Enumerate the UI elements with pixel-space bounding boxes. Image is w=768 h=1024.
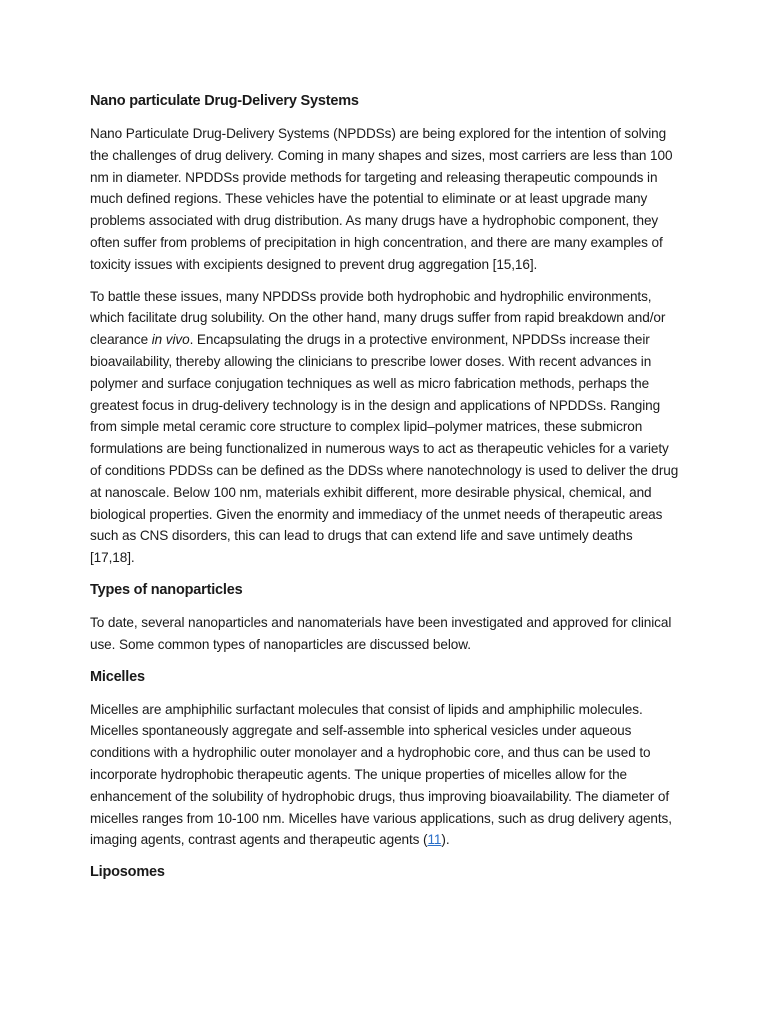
paragraph-micelles bbox=[90, 699, 680, 852]
italic-term: in vivo bbox=[151, 332, 190, 348]
heading-liposomes: Liposomes bbox=[90, 864, 165, 881]
paragraph-npdds-issues bbox=[90, 286, 680, 569]
reference-link[interactable]: 11 bbox=[427, 832, 442, 848]
text-segment: ). bbox=[441, 832, 450, 848]
text-segment: Micelles are amphiphilic surfactant molecules that consist of lipids and amphiphilic molecules. Micelles spontaneously aggregate and self-assemble into spherical vesicles under aqueous conditions with a hydrophilic outer monolayer and a hydrophobic core, and thus can be used to incorporate hydrophobic therapeutic agents. The unique properties of micelles allow for the enhancement of the solubility of hydrophobic drugs, thus improving bioavailability. The diameter of micelles ranges from 10-100 nm. Micelles have various applications, such as drug delivery agents, imaging agents, contrast agents and therapeutic agents ( bbox=[90, 701, 672, 848]
heading-micelles: Micelles bbox=[90, 668, 145, 685]
text-segment: . Encapsulating the drugs in a protective environment, NPDDSs increase their bioavailability, thereby allowing the clinicians to prescribe lower doses. With recent advances in polymer and surface conjugation techniques as well as micro fabrication methods, perhaps the greatest focus in drug-delivery technology is in the design and applications of NPDDSs. Ranging from simple metal ceramic core structure to complex lipid–polymer matrices, these submicron formulations are being functionalized in numerous ways to act as therapeutic vehicles for a variety of conditions PDDSs can be defined as the DDSs where nanotechnology is used to deliver the drug at nanoscale. Below 100 nm, materials exhibit different, more desirable physical, chemical, and biological properties. Given the enormity and immediacy of the unmet needs of therapeutic areas such as CNS disorders, this can lead to drugs that can extend life and save untimely deaths [17,18]. bbox=[90, 332, 679, 566]
text-segment: To battle these issues, many NPDDSs provide both hydrophobic and hydrophilic environments, which facilitate drug solubility. On the other hand, many drugs suffer from rapid breakdown and/or clearance bbox=[90, 288, 666, 348]
paragraph-types: To date, several nanoparticles and nanomaterials have been investigated and approved for clinical use. Some common types of nanoparticles are discussed below. bbox=[90, 614, 672, 652]
paragraph-npdds-intro: Nano Particulate Drug-Delivery Systems (NPDDSs) are being explored for the intention of solving the challenges of drug delivery. Coming in many shapes and sizes, most carriers are less than 100 nm in diameter. NPDDSs provide methods for targeting and releasing therapeutic compounds in much defined regions. These vehicles have the potential to eliminate or at least upgrade many problems associated with drug distribution. As many drugs have a hydrophobic component, they often suffer from problems of precipitation in high concentration, and there are many examples of toxicity issues with excipients designed to prevent drug aggregation [15,16]. bbox=[90, 126, 673, 272]
heading-npdds: Nano particulate Drug-Delivery Systems bbox=[90, 93, 359, 109]
document-page bbox=[90, 90, 680, 894]
heading-types: Types of nanoparticles bbox=[90, 581, 243, 598]
